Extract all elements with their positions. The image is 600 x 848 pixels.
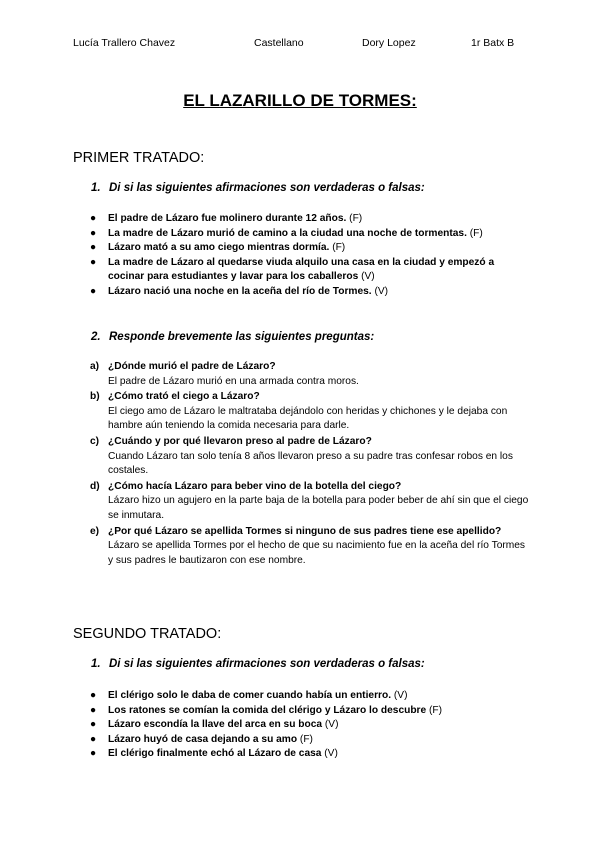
qa-answer: Cuando Lázaro tan solo tenía 8 años llevaron preso a su padre tras confesar robos en los costales. — [108, 450, 513, 477]
question-text: Di si las siguientes afirmaciones son verdaderas o falsas: — [109, 658, 425, 670]
statement-text: La madre de Lázaro murió de camino a la ciudad una noche de tormentas. — [108, 227, 467, 239]
bullet-icon: ● — [90, 256, 97, 268]
qa-item — [90, 480, 530, 524]
document-title: EL LAZARILLO DE TORMES: — [183, 91, 417, 110]
statement-answer: (V) — [358, 271, 375, 283]
statement-answer: (F) — [297, 733, 313, 745]
question-number: 2. — [91, 331, 101, 343]
qa-question: ¿Por qué Lázaro se apellida Tormes si ninguno de sus padres tiene ese apellido? — [108, 525, 502, 537]
bullet-icon: ● — [90, 227, 97, 239]
qa-answer: Lázaro se apellida Tormes por el hecho de que su nacimiento fue en la aceña del río Tormes y sus padres le bautizaron con ese nombre. — [108, 540, 525, 566]
statement-answer: (V) — [391, 690, 408, 701]
statement-text: El clérigo solo le daba de comer cuando había un entierro. — [108, 690, 392, 701]
bullet-icon: ● — [90, 242, 97, 254]
qa-item — [90, 525, 530, 569]
statement-item — [90, 285, 530, 300]
statement-answer: (V) — [321, 748, 338, 760]
question-text: Di si las siguientes afirmaciones son verdaderas o falsas: — [109, 182, 425, 194]
statement-item — [90, 747, 530, 762]
statement-text: El clérigo finalmente echó al Lázaro de casa — [108, 748, 322, 760]
statement-answer: (V) — [371, 285, 389, 297]
question-heading — [91, 658, 425, 670]
question-heading — [91, 182, 425, 194]
question-number: 1. — [91, 658, 101, 670]
statement-list — [90, 689, 530, 762]
bullet-icon: ● — [90, 285, 97, 297]
qa-item — [90, 360, 530, 389]
statement-text: Los ratones se comían la comida del clérigo y Lázaro lo descubre — [108, 704, 427, 716]
bullet-icon: ● — [90, 704, 97, 716]
statement-text: Lázaro huyó de casa dejando a su amo — [108, 733, 298, 745]
statement-item — [90, 227, 530, 242]
statement-text: El padre de Lázaro fue molinero durante 12 años. — [108, 213, 347, 224]
statement-list — [90, 212, 530, 300]
question-heading — [91, 331, 374, 343]
statement-item — [90, 256, 530, 285]
statement-text: Lázaro escondía la llave del arca en su boca — [108, 719, 323, 731]
qa-item — [90, 435, 530, 479]
statement-text: La madre de Lázaro al quedarse viuda alquilo una casa en la ciudad y empezó a cocinar para estudiantes y lavar para los caballeros — [108, 256, 495, 283]
header-author: Lucía Trallero Chavez — [73, 37, 176, 49]
bullet-icon: ● — [90, 733, 97, 745]
bullet-icon: ● — [90, 719, 97, 731]
question-text: Responde brevemente las siguientes preguntas: — [109, 331, 375, 343]
statement-answer: (F) — [466, 227, 483, 239]
qa-answer: El padre de Lázaro murió en una armada contra moros. — [108, 375, 359, 387]
statement-item — [90, 241, 530, 256]
qa-question: ¿Cómo hacía Lázaro para beber vino de la botella del ciego? — [108, 480, 402, 492]
qa-item — [90, 390, 530, 434]
header-teacher: Dory Lopez — [362, 37, 416, 49]
bullet-icon: ● — [90, 690, 97, 701]
qa-letter: e) — [90, 525, 100, 537]
header-course: 1r Batx B — [471, 37, 515, 49]
statement-text: Lázaro nació una noche en la aceña del río de Tormes. — [108, 285, 372, 297]
qa-letter: b) — [90, 391, 100, 403]
qa-answer: Lázaro hizo un agujero en la parte baja de la botella para poder beber de ahí sin que el ciego se inmutara. — [108, 495, 529, 521]
qa-question: ¿Cuándo y por qué llevaron preso al padre de Lázaro? — [108, 435, 372, 447]
statement-answer: (F) — [426, 704, 443, 716]
statement-item — [90, 212, 530, 227]
statement-answer: (F) — [329, 242, 346, 254]
statement-answer: (F) — [346, 213, 363, 224]
statement-answer: (V) — [322, 719, 339, 731]
statement-item — [90, 718, 530, 733]
bullet-icon: ● — [90, 213, 97, 224]
qa-letter: c) — [90, 435, 100, 447]
qa-letter: a) — [90, 361, 100, 372]
qa-letter: d) — [90, 480, 100, 492]
qa-question: ¿Dónde murió el padre de Lázaro? — [108, 361, 276, 372]
question-number: 1. — [91, 182, 101, 194]
question-answer-list — [90, 360, 530, 569]
statement-item — [90, 704, 530, 719]
bullet-icon: ● — [90, 748, 97, 760]
qa-answer: El ciego amo de Lázaro le maltrataba dejándolo con heridas y chichones y le dejaba con hambre aún teniendo la comida necesaria para darle. — [108, 405, 508, 432]
statement-item — [90, 689, 530, 704]
section-heading-primer-tratado: PRIMER TRATADO: — [73, 150, 205, 166]
statement-item — [90, 733, 530, 748]
qa-question: ¿Cómo trató el ciego a Lázaro? — [108, 391, 260, 403]
header-subject: Castellano — [254, 37, 304, 49]
section-heading-segundo-tratado: SEGUNDO TRATADO: — [73, 626, 222, 642]
statement-text: Lázaro mató a su amo ciego mientras dormía. — [108, 242, 330, 254]
